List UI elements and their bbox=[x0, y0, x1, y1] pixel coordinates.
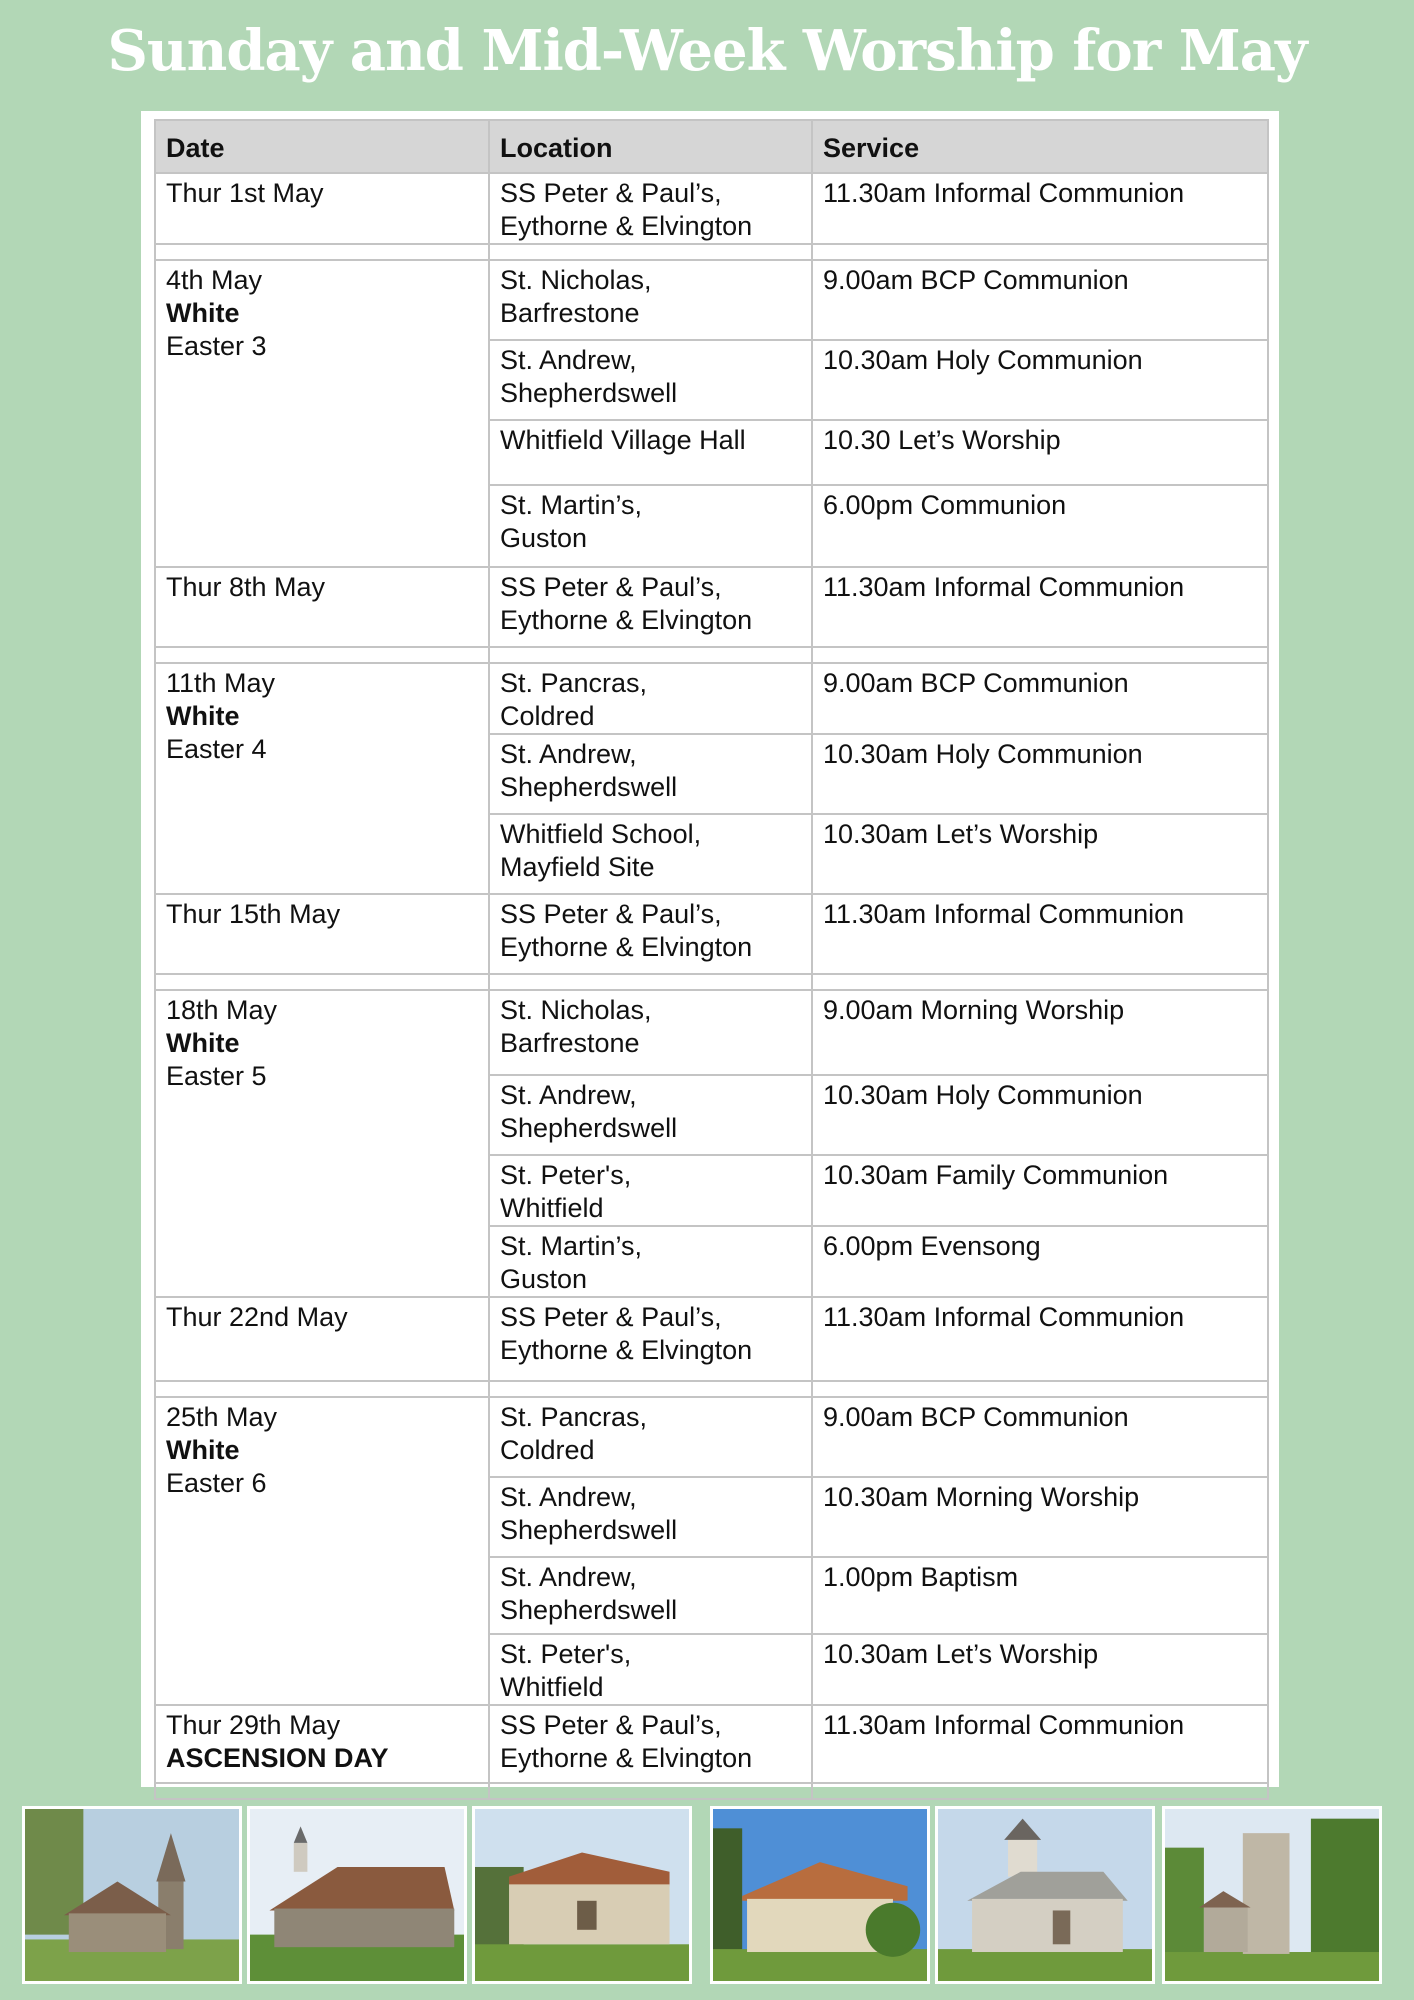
location-cell bbox=[489, 420, 812, 485]
location-line: Mayfield Site bbox=[500, 852, 655, 882]
location-line: Shepherdswell bbox=[500, 1515, 678, 1545]
liturgical-day: Easter 3 bbox=[166, 331, 267, 361]
location-line: St. Nicholas, bbox=[500, 995, 652, 1025]
location-line: SS Peter & Paul’s, bbox=[500, 572, 722, 602]
date-text: 4th May bbox=[166, 265, 263, 295]
church-photo bbox=[472, 1806, 692, 1984]
church-photo-strip bbox=[22, 1806, 1394, 1984]
date-cell bbox=[155, 173, 489, 244]
liturgical-day: Easter 4 bbox=[166, 734, 267, 764]
location-cell bbox=[489, 485, 812, 567]
spacer-row bbox=[155, 1783, 1268, 1799]
spacer-row bbox=[155, 1381, 1268, 1397]
liturgical-colour: White bbox=[166, 1435, 240, 1465]
date-cell bbox=[155, 894, 489, 974]
date-cell bbox=[155, 567, 489, 647]
date-cell bbox=[155, 1705, 489, 1783]
table-row bbox=[155, 260, 1268, 340]
location-line: SS Peter & Paul’s, bbox=[500, 178, 722, 208]
service-cell: 10.30am Holy Communion bbox=[812, 340, 1268, 420]
location-line: Whitfield bbox=[500, 1193, 604, 1223]
service-cell: 9.00am BCP Communion bbox=[812, 663, 1268, 734]
worship-schedule-table bbox=[154, 119, 1269, 1800]
header-service: Service bbox=[812, 120, 1268, 173]
location-cell bbox=[489, 340, 812, 420]
date-text: 18th May bbox=[166, 995, 278, 1025]
location-line: St. Andrew, bbox=[500, 1482, 637, 1512]
location-line: St. Pancras, bbox=[500, 1402, 648, 1432]
location-line: St. Andrew, bbox=[500, 345, 637, 375]
location-cell bbox=[489, 1397, 812, 1477]
location-line: SS Peter & Paul’s, bbox=[500, 899, 722, 929]
date-cell bbox=[155, 1397, 489, 1705]
service-cell: 10.30am Holy Communion bbox=[812, 1075, 1268, 1155]
service-cell: 11.30am Informal Communion bbox=[812, 567, 1268, 647]
location-line: SS Peter & Paul’s, bbox=[500, 1710, 722, 1740]
church-photo bbox=[1162, 1806, 1382, 1984]
header-location: Location bbox=[489, 120, 812, 173]
header-date: Date bbox=[155, 120, 489, 173]
location-line: St. Martin’s, bbox=[500, 490, 643, 520]
table-row bbox=[155, 663, 1268, 734]
table-row bbox=[155, 567, 1268, 647]
service-cell: 11.30am Informal Communion bbox=[812, 1705, 1268, 1783]
service-cell: 10.30am Family Communion bbox=[812, 1155, 1268, 1226]
date-text: 11th May bbox=[166, 668, 276, 698]
location-line: St. Andrew, bbox=[500, 1562, 637, 1592]
date-text: Thur 22nd May bbox=[166, 1302, 348, 1332]
location-cell bbox=[489, 1297, 812, 1381]
table-header-row bbox=[155, 120, 1268, 173]
location-line: St. Martin’s, bbox=[500, 1231, 643, 1261]
service-cell: 6.00pm Evensong bbox=[812, 1226, 1268, 1297]
location-cell bbox=[489, 1075, 812, 1155]
location-line: Guston bbox=[500, 1264, 588, 1294]
feast-label: ASCENSION DAY bbox=[166, 1743, 389, 1773]
location-line: Shepherdswell bbox=[500, 378, 678, 408]
location-cell bbox=[489, 1557, 812, 1634]
location-cell bbox=[489, 1226, 812, 1297]
location-line: Eythorne & Elvington bbox=[500, 932, 753, 962]
page-title: Sunday and Mid-Week Worship for May bbox=[107, 18, 1307, 84]
location-cell bbox=[489, 1477, 812, 1557]
location-line: Barfrestone bbox=[500, 1028, 640, 1058]
location-line: Whitfield Village Hall bbox=[500, 425, 746, 455]
date-cell bbox=[155, 260, 489, 567]
service-cell: 1.00pm Baptism bbox=[812, 1557, 1268, 1634]
table-row bbox=[155, 1705, 1268, 1783]
service-cell: 10.30am Morning Worship bbox=[812, 1477, 1268, 1557]
location-line: Eythorne & Elvington bbox=[500, 211, 753, 241]
date-text: Thur 1st May bbox=[166, 178, 324, 208]
location-line: Shepherdswell bbox=[500, 1113, 678, 1143]
location-cell bbox=[489, 663, 812, 734]
location-line: St. Nicholas, bbox=[500, 265, 652, 295]
location-cell bbox=[489, 734, 812, 814]
schedule-panel bbox=[141, 111, 1279, 1787]
location-line: St. Andrew, bbox=[500, 1080, 637, 1110]
location-cell bbox=[489, 1705, 812, 1783]
date-text: 25th May bbox=[166, 1402, 278, 1432]
location-line: Guston bbox=[500, 523, 588, 553]
location-cell bbox=[489, 990, 812, 1075]
location-cell bbox=[489, 173, 812, 244]
liturgical-colour: White bbox=[166, 298, 240, 328]
spacer-row bbox=[155, 974, 1268, 990]
location-line: Whitfield School, bbox=[500, 819, 702, 849]
location-line: Eythorne & Elvington bbox=[500, 605, 753, 635]
service-cell: 11.30am Informal Communion bbox=[812, 173, 1268, 244]
service-cell: 9.00am Morning Worship bbox=[812, 990, 1268, 1075]
date-text: Thur 15th May bbox=[166, 899, 341, 929]
service-cell: 9.00am BCP Communion bbox=[812, 260, 1268, 340]
spacer-row bbox=[155, 647, 1268, 663]
location-cell bbox=[489, 260, 812, 340]
church-photo bbox=[22, 1806, 242, 1984]
service-cell: 10.30am Let’s Worship bbox=[812, 1634, 1268, 1705]
date-cell bbox=[155, 663, 489, 894]
service-cell: 9.00am BCP Communion bbox=[812, 1397, 1268, 1477]
church-photo bbox=[935, 1806, 1155, 1984]
location-line: Barfrestone bbox=[500, 298, 640, 328]
location-line: St. Peter's, bbox=[500, 1639, 632, 1669]
service-cell: 11.30am Informal Communion bbox=[812, 894, 1268, 974]
table-row bbox=[155, 1297, 1268, 1381]
service-cell: 6.00pm Communion bbox=[812, 485, 1268, 567]
date-cell bbox=[155, 1297, 489, 1381]
liturgical-day: Easter 6 bbox=[166, 1468, 267, 1498]
table-row bbox=[155, 173, 1268, 244]
location-cell bbox=[489, 894, 812, 974]
liturgical-day: Easter 5 bbox=[166, 1061, 267, 1091]
location-line: SS Peter & Paul’s, bbox=[500, 1302, 722, 1332]
location-line: Eythorne & Elvington bbox=[500, 1743, 753, 1773]
location-line: St. Andrew, bbox=[500, 739, 637, 769]
liturgical-colour: White bbox=[166, 701, 240, 731]
location-line: St. Peter's, bbox=[500, 1160, 632, 1190]
service-cell: 11.30am Informal Communion bbox=[812, 1297, 1268, 1381]
spacer-row bbox=[155, 244, 1268, 260]
table-row bbox=[155, 1397, 1268, 1477]
date-cell bbox=[155, 990, 489, 1297]
service-cell: 10.30am Let’s Worship bbox=[812, 814, 1268, 894]
liturgical-colour: White bbox=[166, 1028, 240, 1058]
location-line: Whitfield bbox=[500, 1672, 604, 1702]
location-cell bbox=[489, 1155, 812, 1226]
location-line: Shepherdswell bbox=[500, 772, 678, 802]
location-line: Shepherdswell bbox=[500, 1595, 678, 1625]
church-photo bbox=[247, 1806, 467, 1984]
location-cell bbox=[489, 814, 812, 894]
location-cell bbox=[489, 1634, 812, 1705]
service-cell: 10.30 Let’s Worship bbox=[812, 420, 1268, 485]
location-line: Coldred bbox=[500, 701, 595, 731]
date-text: Thur 29th May bbox=[166, 1710, 341, 1740]
church-photo bbox=[710, 1806, 930, 1984]
location-line: St. Pancras, bbox=[500, 668, 648, 698]
location-line: Coldred bbox=[500, 1435, 595, 1465]
date-text: Thur 8th May bbox=[166, 572, 326, 602]
service-cell: 10.30am Holy Communion bbox=[812, 734, 1268, 814]
location-cell bbox=[489, 567, 812, 647]
location-line: Eythorne & Elvington bbox=[500, 1335, 753, 1365]
table-row bbox=[155, 894, 1268, 974]
table-row bbox=[155, 990, 1268, 1075]
